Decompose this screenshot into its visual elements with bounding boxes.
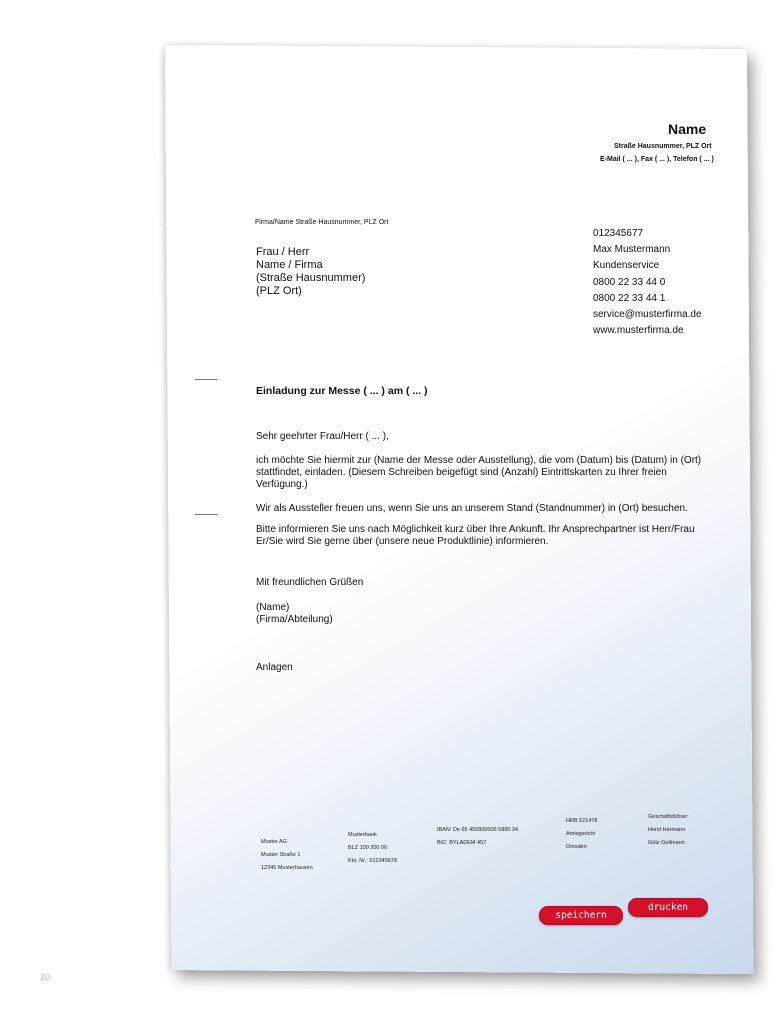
closing: Mit freundlichen Grüßen (256, 577, 364, 588)
salutation: Sehr geehrter Frau/Herr ( ... ), (256, 431, 389, 442)
print-button[interactable]: drucken (628, 898, 708, 917)
footer-line: Dresden (566, 844, 587, 850)
contact-line: service@musterfirma.de (593, 309, 702, 321)
footer-bank (348, 829, 397, 868)
contact-line: 0800 22 33 44 0 (593, 276, 666, 288)
contact-line: Max Mustermann (593, 244, 671, 256)
footer-line: Horst Hermann (648, 827, 686, 833)
body-paragraph: Wir als Aussteller freuen uns, wenn Sie uns an unserem Stand (Standnummer) in (Ort) besuchen. (256, 503, 688, 514)
contact-line: Kundenservice (593, 260, 660, 272)
signature-line: (Firma/Abteilung) (256, 614, 333, 625)
sender-contact: E-Mail ( ... ), Fax ( ... ), Telefon ( ... ) (600, 156, 714, 163)
footer-line: Götz Gollmann (648, 840, 685, 846)
fold-mark (195, 379, 217, 380)
contact-line: 012345677 (593, 228, 644, 239)
contact-line: www.musterfirma.de (593, 325, 684, 337)
page-number: 20 (40, 972, 51, 982)
footer-line: HRB 521478 (566, 818, 598, 824)
body-paragraph: ich möchte Sie hiermit zur (Name der Messe oder Ausstellung), die vom (Datum) bis (Datum) in (Ort) stattfindet, einladen. (Diesem Schreiben beigefügt sind (Anzahl) Eintrittskarten zu Ihrer freien Verfügung.) (256, 455, 702, 490)
save-button[interactable]: speichern (539, 906, 623, 925)
sender-name: Name (668, 121, 707, 137)
contact-block (593, 226, 702, 339)
body-paragraph: Bitte informieren Sie uns nach Möglichkeit kurz über Ihre Ankunft. Ihr Ansprechpartner ist Herr/Frau Er/Sie wird Sie gerne über (unsere neue Produktlinie) informieren. (256, 524, 695, 547)
footer-line: 12345 Musterhausen (261, 865, 313, 871)
recipient-line: Frau / Herr (256, 246, 310, 258)
recipient-address (256, 246, 365, 298)
footer-line: Muster Straße 1 (261, 852, 301, 858)
footer-line: Kto. Nr.: 012345678 (348, 858, 397, 864)
footer-line: IBAN: De 65 450900006 5890 34 (437, 827, 519, 833)
recipient-line: (PLZ Ort) (256, 285, 302, 297)
footer-line: Geschäftsführer: (648, 814, 689, 820)
sender-address: Straße Hausnummer, PLZ Ort (614, 143, 712, 150)
footer-company (261, 836, 313, 875)
footer-line: Amtsgericht (566, 831, 596, 837)
footer-line: Muster AG (261, 839, 287, 845)
contact-line: 0800 22 33 44 1 (593, 292, 666, 304)
footer-line: BIC: BYLADEM 457 (437, 840, 487, 846)
signature-line: (Name) (256, 602, 290, 613)
enclosures: Anlagen (256, 662, 293, 673)
recipient-line: (Straße Hausnummer) (256, 272, 366, 284)
footer-iban (437, 824, 518, 850)
signature (256, 602, 333, 626)
letter-subject: Einladung zur Messe ( ... ) am ( ... ) (256, 385, 428, 397)
footer-line: BLZ 100 200 00 (348, 845, 388, 851)
return-address: Firma/Name Straße Hausnummer, PLZ Ort (255, 219, 389, 226)
recipient-line: Name / Firma (256, 259, 323, 271)
footer-register (566, 815, 598, 854)
footer-management (648, 811, 689, 850)
punch-mark (195, 514, 217, 515)
footer-line: Musterbank (348, 832, 377, 838)
